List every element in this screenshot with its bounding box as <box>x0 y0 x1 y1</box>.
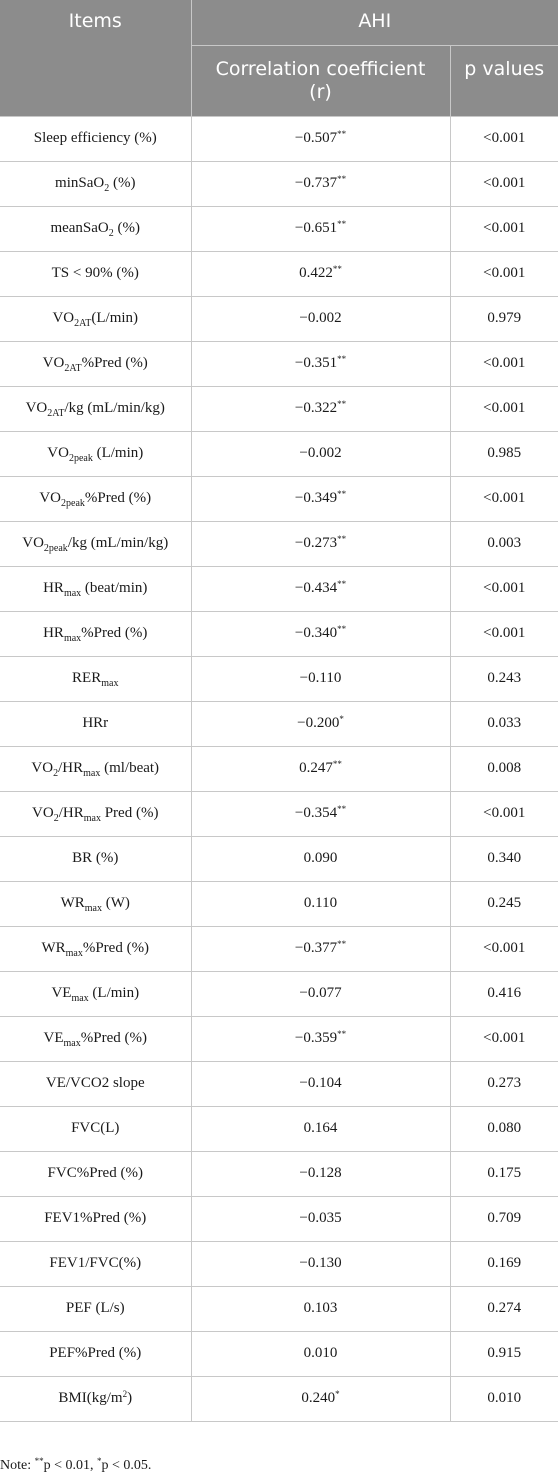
item-name-prefix: HR <box>43 625 64 641</box>
item-name-subscript: 2 <box>53 768 59 779</box>
table-row <box>0 161 558 206</box>
item-name-subscript: 2AT <box>64 363 82 374</box>
item-name-suffix: %Pred (%) <box>80 1030 147 1046</box>
p-value-cell: <0.001 <box>450 1016 558 1061</box>
item-name-prefix: WR <box>41 940 66 956</box>
item-name: BR (%) <box>72 850 119 866</box>
item-name-cell <box>0 341 191 386</box>
item-name-subscript: max <box>84 903 102 914</box>
item-name-suffix: (%) <box>109 175 136 191</box>
item-name-cell <box>0 836 191 881</box>
item-name-suffix: ) <box>127 1390 133 1406</box>
item-name: PEF (L/s) <box>65 1300 125 1316</box>
p-value-cell: 0.416 <box>450 971 558 1016</box>
correlation-cell <box>191 1106 450 1151</box>
correlation-cell <box>191 1151 450 1196</box>
p-value-cell: 0.080 <box>450 1106 558 1151</box>
item-name-suffix: Pred (%) <box>100 805 159 821</box>
item-name-cell <box>0 881 191 926</box>
item-name-cell <box>0 296 191 341</box>
item-name-prefix: meanSaO <box>50 220 109 236</box>
p-value-cell: 0.033 <box>450 701 558 746</box>
item-name: TS < 90% (%) <box>51 265 139 281</box>
table-note <box>0 1458 151 1474</box>
correlation-cell <box>191 656 450 701</box>
table-row <box>0 116 558 161</box>
correlation-header-line1: Correlation coefficient <box>215 57 426 80</box>
table-row <box>0 1331 558 1376</box>
item-name-subscript: 2peak <box>61 498 85 509</box>
p-value-cell: <0.001 <box>450 341 558 386</box>
correlation-cell <box>191 251 450 296</box>
correlation-value: −0.035 <box>299 1210 342 1226</box>
item-name: FEV1%Pred (%) <box>44 1210 147 1226</box>
item-name-suffix: (ml/beat) <box>100 760 160 776</box>
item-name-cell <box>0 1016 191 1061</box>
p-value-cell: 0.008 <box>450 746 558 791</box>
item-name-prefix: VE <box>43 1030 64 1046</box>
correlation-cell <box>191 1331 450 1376</box>
correlation-coefficient-header <box>191 45 450 116</box>
correlation-cell <box>191 386 450 431</box>
item-name-subscript: 2 <box>104 183 110 194</box>
note-sig-double: ** <box>34 1456 44 1466</box>
correlation-value: −0.130 <box>299 1255 342 1271</box>
table-row <box>0 1061 558 1106</box>
p-value-cell: <0.001 <box>450 206 558 251</box>
correlation-value: 0.090 <box>303 850 338 866</box>
item-name-suffix: %Pred (%) <box>82 940 150 956</box>
correlation-value: −0.651 <box>294 220 338 236</box>
note-text-2: p < 0.05. <box>101 1458 152 1473</box>
item-name-cell <box>0 161 191 206</box>
significance-marker: ** <box>337 534 347 544</box>
table-row <box>0 476 558 521</box>
p-value-cell: <0.001 <box>450 251 558 296</box>
correlation-cell <box>191 116 450 161</box>
item-name-cell <box>0 476 191 521</box>
item-name-cell <box>0 791 191 836</box>
item-name-subscript: 2peak <box>68 453 93 464</box>
item-name-subscript: max <box>101 678 119 689</box>
correlation-cell <box>191 881 450 926</box>
item-name-prefix: VE <box>51 985 72 1001</box>
table-row <box>0 926 558 971</box>
significance-marker: ** <box>337 489 347 499</box>
p-value-cell: 0.273 <box>450 1061 558 1106</box>
item-name-cell <box>0 701 191 746</box>
table-row <box>0 836 558 881</box>
note-text-1: p < 0.01, <box>43 1458 98 1473</box>
item-name-cell <box>0 1061 191 1106</box>
table-row <box>0 206 558 251</box>
item-name-superscript: 2 <box>122 1389 128 1399</box>
table-header <box>0 0 558 116</box>
significance-marker: ** <box>332 264 342 274</box>
table-row <box>0 1016 558 1061</box>
correlation-cell <box>191 341 450 386</box>
table-row <box>0 1151 558 1196</box>
significance-marker: ** <box>337 354 347 364</box>
table-row <box>0 1376 558 1421</box>
significance-marker: ** <box>337 129 347 139</box>
p-value-cell: 0.243 <box>450 656 558 701</box>
p-value-cell: 0.175 <box>450 1151 558 1196</box>
item-name-middle: /HR <box>58 805 84 821</box>
p-value-cell: <0.001 <box>450 161 558 206</box>
correlation-value: −0.322 <box>294 400 338 416</box>
table-row <box>0 386 558 431</box>
item-name: FVC%Pred (%) <box>47 1165 143 1181</box>
p-value-cell: 0.010 <box>450 1376 558 1421</box>
significance-marker: ** <box>337 219 347 229</box>
item-name-cell <box>0 1286 191 1331</box>
significance-marker: ** <box>337 624 347 634</box>
ahi-column-header: AHI <box>191 0 558 45</box>
item-name-suffix: /kg (mL/min/kg) <box>67 535 169 551</box>
item-name-prefix: minSaO <box>55 175 105 191</box>
correlation-value: −0.351 <box>294 355 338 371</box>
item-name-cell <box>0 1331 191 1376</box>
correlation-value: −0.110 <box>299 670 342 686</box>
p-value-cell: <0.001 <box>450 476 558 521</box>
correlation-value: −0.507 <box>294 130 338 146</box>
item-name: FVC(L) <box>71 1120 120 1136</box>
correlation-cell <box>191 476 450 521</box>
table-row <box>0 1286 558 1331</box>
p-value-cell: 0.169 <box>450 1241 558 1286</box>
p-value-cell: <0.001 <box>450 116 558 161</box>
correlation-cell <box>191 1196 450 1241</box>
item-name-subscript: max <box>83 813 101 824</box>
correlation-cell <box>191 161 450 206</box>
table-row <box>0 1241 558 1286</box>
p-values-header: p values <box>450 45 558 116</box>
correlation-value: −0.002 <box>299 310 342 326</box>
item-name-prefix: VO <box>22 535 44 551</box>
significance-marker: ** <box>337 939 347 949</box>
correlation-value: −0.340 <box>294 625 338 641</box>
item-name-suffix: (L/min) <box>88 985 140 1001</box>
item-name-suffix: (beat/min) <box>81 580 148 596</box>
item-name: VE/VCO2 slope <box>45 1075 145 1091</box>
item-name-suffix: %Pred (%) <box>81 625 148 641</box>
correlation-value: −0.737 <box>294 175 338 191</box>
p-value-cell: 0.915 <box>450 1331 558 1376</box>
item-name-subscript: max <box>83 768 101 779</box>
correlation-cell <box>191 1376 450 1421</box>
item-name-cell <box>0 1376 191 1421</box>
correlation-value: 0.110 <box>303 895 338 911</box>
item-name-suffix: (L/min) <box>91 310 139 326</box>
correlation-value: −0.377 <box>294 940 338 956</box>
significance-marker: ** <box>337 399 347 409</box>
item-name-subscript: 2peak <box>43 543 68 554</box>
item-name: FEV1/FVC(%) <box>49 1255 142 1271</box>
item-name-suffix: (W) <box>101 895 130 911</box>
p-value-cell: 0.245 <box>450 881 558 926</box>
correlation-value: 0.247 <box>299 760 333 776</box>
p-value-cell: 0.709 <box>450 1196 558 1241</box>
item-name-subscript: 2 <box>108 228 114 239</box>
table-row <box>0 431 558 476</box>
item-name-cell <box>0 1151 191 1196</box>
items-column-header: Items <box>0 0 191 116</box>
correlation-cell <box>191 791 450 836</box>
item-name-suffix: /kg (mL/min/kg) <box>64 400 165 416</box>
item-name-prefix: VO <box>42 355 65 371</box>
table-row <box>0 971 558 1016</box>
table-row <box>0 341 558 386</box>
p-value-cell: 0.979 <box>450 296 558 341</box>
item-name-prefix: VO <box>39 490 62 506</box>
p-value-cell: 0.274 <box>450 1286 558 1331</box>
correlation-cell <box>191 521 450 566</box>
correlation-cell <box>191 701 450 746</box>
note-prefix: Note: <box>0 1458 35 1473</box>
correlation-value: −0.354 <box>294 805 338 821</box>
item-name-subscript: max <box>65 948 83 959</box>
item-name-suffix: %Pred (%) <box>81 355 148 371</box>
item-name-prefix: VO <box>52 310 75 326</box>
item-name-cell <box>0 1241 191 1286</box>
p-value-cell: <0.001 <box>450 926 558 971</box>
correlation-value: −0.002 <box>299 445 342 461</box>
correlation-cell <box>191 926 450 971</box>
item-name-prefix: WR <box>60 895 85 911</box>
table-row <box>0 251 558 296</box>
item-name-subscript: max <box>63 588 82 599</box>
correlation-cell <box>191 611 450 656</box>
table-row <box>0 791 558 836</box>
correlation-cell <box>191 1286 450 1331</box>
correlation-cell <box>191 566 450 611</box>
correlation-cell <box>191 431 450 476</box>
p-value-cell: <0.001 <box>450 566 558 611</box>
table-row <box>0 1106 558 1151</box>
significance-marker: ** <box>337 1029 347 1039</box>
correlation-value: −0.128 <box>299 1165 342 1181</box>
table-row <box>0 1196 558 1241</box>
item-name-subscript: max <box>63 1038 81 1049</box>
p-value-cell: <0.001 <box>450 386 558 431</box>
item-name-prefix: VO <box>32 805 54 821</box>
p-value-cell: <0.001 <box>450 791 558 836</box>
significance-marker: * <box>335 1389 340 1399</box>
note-sig-single: * <box>97 1456 102 1466</box>
significance-marker: ** <box>337 579 347 589</box>
item-name-prefix: VO <box>47 445 69 461</box>
item-name-cell <box>0 971 191 1016</box>
item-name: PEF%Pred (%) <box>49 1345 142 1361</box>
correlation-value: 0.422 <box>299 265 333 281</box>
item-name-cell <box>0 1106 191 1151</box>
item-name: Sleep efficiency (%) <box>33 130 157 146</box>
significance-marker: * <box>339 714 344 724</box>
table-row <box>0 701 558 746</box>
item-name-cell <box>0 116 191 161</box>
item-name-cell <box>0 386 191 431</box>
table-row <box>0 566 558 611</box>
table-row <box>0 656 558 701</box>
table-body <box>0 116 558 1421</box>
correlation-value: −0.434 <box>294 580 338 596</box>
correlation-value: −0.273 <box>294 535 338 551</box>
item-name-prefix: VO <box>31 760 54 776</box>
item-name-subscript: max <box>63 633 82 644</box>
correlation-cell <box>191 296 450 341</box>
item-name-cell <box>0 1196 191 1241</box>
correlation-header-line2: (r) <box>309 80 332 103</box>
p-value-cell: 0.340 <box>450 836 558 881</box>
table-row <box>0 746 558 791</box>
correlation-value: −0.200 <box>297 715 340 731</box>
item-name-cell <box>0 926 191 971</box>
item-name-suffix: (%) <box>113 220 141 236</box>
item-name-prefix: RER <box>72 670 102 686</box>
item-name-middle: /HR <box>58 760 84 776</box>
item-name-prefix: BMI(kg/m <box>58 1390 123 1406</box>
item-name-prefix: HR <box>43 580 64 596</box>
item-name-cell <box>0 611 191 656</box>
correlation-value: 0.164 <box>303 1120 338 1136</box>
p-value-cell: 0.003 <box>450 521 558 566</box>
item-name-cell <box>0 566 191 611</box>
table-row <box>0 521 558 566</box>
significance-marker: ** <box>332 759 342 769</box>
significance-marker: ** <box>337 804 347 814</box>
item-name-prefix: VO <box>25 400 48 416</box>
item-name-cell <box>0 656 191 701</box>
significance-marker: ** <box>337 174 347 184</box>
correlation-value: 0.240 <box>301 1390 336 1406</box>
item-name: HRr <box>82 715 109 731</box>
item-name-subscript: 2AT <box>74 318 92 329</box>
item-name-subscript: max <box>71 993 89 1004</box>
item-name-cell <box>0 746 191 791</box>
correlation-cell <box>191 1016 450 1061</box>
correlation-value: 0.010 <box>303 1345 338 1361</box>
correlation-value: −0.104 <box>299 1075 342 1091</box>
item-name-subscript: 2 <box>53 813 59 824</box>
correlation-cell <box>191 746 450 791</box>
table-row <box>0 296 558 341</box>
table-row <box>0 611 558 656</box>
correlation-value: −0.359 <box>294 1030 338 1046</box>
item-name-cell <box>0 251 191 296</box>
correlation-cell <box>191 971 450 1016</box>
correlation-cell <box>191 1241 450 1286</box>
item-name-cell <box>0 521 191 566</box>
correlation-cell <box>191 836 450 881</box>
item-name-subscript: 2AT <box>47 408 65 419</box>
table-row <box>0 881 558 926</box>
p-value-cell: <0.001 <box>450 611 558 656</box>
item-name-cell <box>0 206 191 251</box>
item-name-cell <box>0 431 191 476</box>
p-value-cell: 0.985 <box>450 431 558 476</box>
item-name-suffix: (L/min) <box>92 445 144 461</box>
correlation-value: 0.103 <box>303 1300 338 1316</box>
correlation-cell <box>191 1061 450 1106</box>
correlation-value: −0.077 <box>299 985 342 1001</box>
correlation-value: −0.349 <box>294 490 338 506</box>
correlation-cell <box>191 206 450 251</box>
item-name-suffix: %Pred (%) <box>84 490 152 506</box>
